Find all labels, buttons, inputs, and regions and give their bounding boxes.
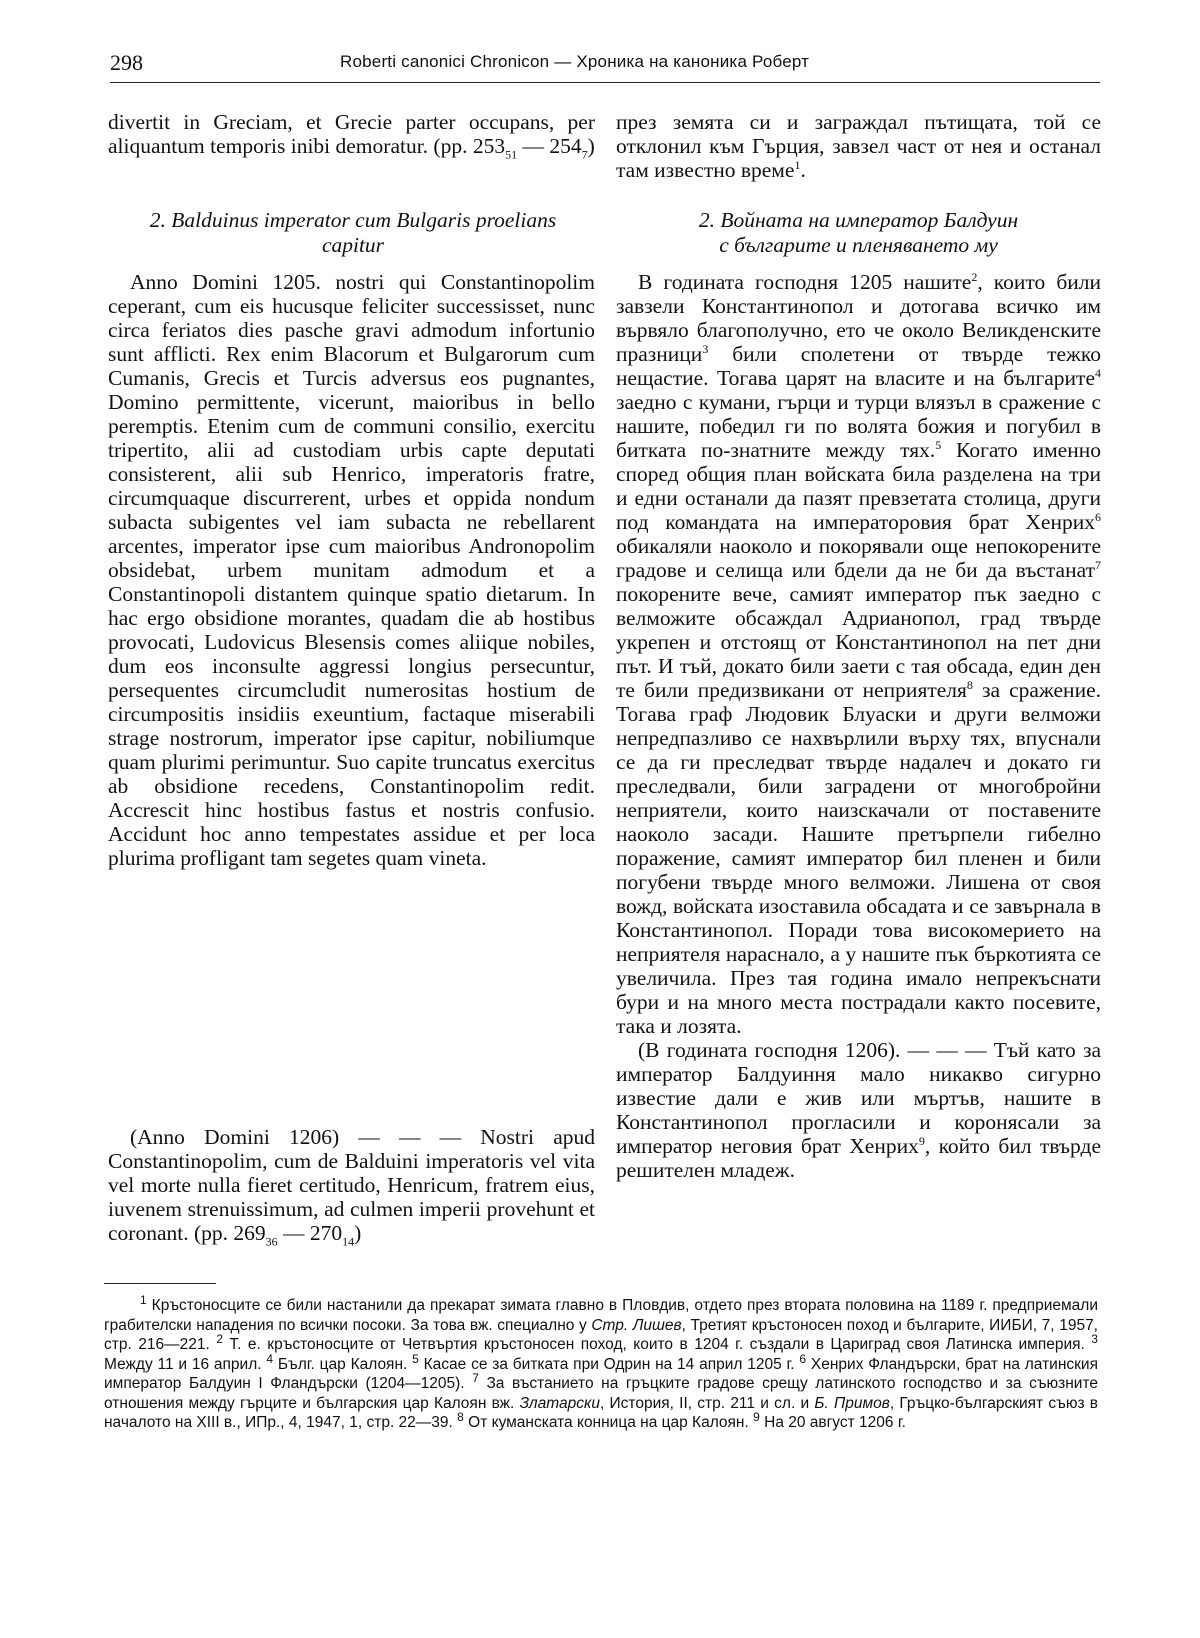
latin-body-1206 (108, 1125, 595, 1249)
text-run: В годината господня 1205 нашите (638, 270, 972, 294)
bulgarian-body (616, 270, 1101, 1182)
ref-close: ) (587, 134, 595, 158)
heading-line: с българите и пленяването му (719, 233, 998, 257)
latin-body-paragraph: Anno Domini 1205. nostri qui Constantinopolim ceperant, cum eis hucusque feliciter successisset, nunc circa feriatos dies pasche gravi admodum infortunio sunt afflicti. Rex enim Blacorum et Bulgarorum cum Cumanis, Grecis et Turcis adversus eos pugnantes, Domino permittente, vicerunt, maioribus in bello peremptis. Etenim cum de communi consilio, exercitu tripertito, alii ad custodiam urbis capte deputati consisterent, alii sub Henrico, imperatoris fratre, circumquaque discurrerent, urbes et oppida nondum subacta subigentes vel iam subacta ne rebellarent arcentes, imperator ipse cum maioribus Andronopolim obsidebat, urbem munitam admodum et a Constantinopoli distantem quinque spatio dietarum. In hac ergo obsidione morantes, quadam die ab hostibus provocati, Ludovicus Blesensis comes aliique nobiles, dum eos inconsulte aggressi longius persecuntur, persequentes circumcludit numerositas hostium de circumpositis insidiis exeuntium, factaque miserabili strage nostrorum, imperator ipse capitur, nobiliumque quam plurimi perimuntur. Suo capite truncatus exercitus ab obsidione recedens, Constantinopolim redit. Accrescit hinc hostibus fastus et nostris confusio. Accidunt hoc anno tempestates assidue et per loca plurima profligant tam segetes quam vineta. (108, 270, 595, 870)
page-ref: 270 (309, 1221, 343, 1245)
footnote-text: От куманската конница на цар Калоян. (463, 1414, 749, 1431)
footnote-marker: 2 (971, 269, 978, 284)
footnote-text: Касае се за битката при Одрин на 14 април 1205 г. (418, 1355, 795, 1373)
footnote-text: Кръстоносците се били настанили да прекарат зимата главно в Пловдив, отдето през втората половина на 1189 г. предприемали грабителски нападения по всички посоки. За това вж. специално у (104, 1297, 1098, 1334)
footnote-marker: 9 (918, 1133, 925, 1148)
running-title: Roberti canonici Chronicon — Хроника на каноника Роберт (340, 52, 810, 71)
footnotes (104, 1292, 1099, 1433)
text-run: Когато именно според общия план войската била разделена на три и едни останали да пазят превзетата столица, други под командата на императоровия брат Хенрих (616, 438, 1101, 534)
footnote-author: Стр. Лишев (591, 1316, 682, 1334)
text-run: били сполетени от твърде тежко нещастие. Тогава царят на власите и на българите (616, 342, 1101, 390)
latin-intro (108, 110, 595, 162)
footnote-number: 5 (412, 1351, 419, 1366)
latin-intro-text: divertit in Greciam, et Grecie parter occupans, per aliquantum temporis inibi demoratur. (pp. (108, 110, 595, 158)
footnote-marker: 4 (1095, 365, 1101, 380)
bulgarian-intro-text: през земята си и заграждал пътищата, той се отклонил към Гърция, завзел част от нея и останал там известно време (616, 110, 1101, 182)
footnote-text: Между 11 и 16 април. (104, 1355, 262, 1373)
footnote-text: Бълг. цар Калоян. (273, 1355, 408, 1373)
bulgarian-intro (616, 110, 1101, 182)
page-number: 298 (110, 50, 143, 75)
latin-body (108, 270, 595, 870)
footnote-marker: 5 (935, 437, 942, 452)
text-run: заедно с кумани, гърци и турци влязъл в сражение с нашите, победил ги по волята божия и погубил в битката по-знатните между тях. (616, 390, 1101, 462)
line-ref: 14 (342, 1234, 355, 1249)
text-run: (В годината господня 1206). — — — Тъй като за император Балдуиння мало никакво сигурно известие дали е жив или мъртъв, нашите в Константинопол прогласили и коронясали за император неговия брат Хенрих (616, 1038, 1101, 1158)
page-header (110, 48, 1100, 83)
line-ref: 51 (505, 147, 518, 162)
footnote-divider (104, 1283, 216, 1284)
line-ref: 36 (265, 1234, 278, 1249)
footnote-number: 4 (266, 1351, 274, 1366)
footnote-marker: 6 (1095, 509, 1101, 524)
page-ref: 269 (233, 1221, 266, 1245)
footnote-number: 3 (1091, 1331, 1098, 1346)
sentence-end: . (800, 158, 806, 182)
footnote-number: 6 (799, 1351, 807, 1366)
footnote-text: , Третият кръстоносен поход и българите, ИИБИ, 7, 1957, стр. 216—221. (104, 1316, 1098, 1353)
heading-line: 2. Войната на император Балдуин (698, 208, 1019, 232)
footnote-marker: 1 (794, 157, 801, 172)
line-ref: 7 (581, 147, 588, 162)
footnote-number: 1 (140, 1292, 147, 1307)
ref-separator: — (517, 134, 550, 158)
latin-section-heading: 2. Balduinus imperator cum Bulgaris proelians capitur (149, 208, 557, 257)
ref-separator: — (277, 1221, 310, 1245)
text-run: обикаляли наоколо и покорявали още непокорените градове и селища или бдели да не би да въстанат (616, 534, 1101, 582)
page-ref: 253 (472, 134, 506, 158)
text-run: , които били завзели Константинопол и дотогава всичко им вървяло благополучно, ето че около Великденските празници (616, 270, 1102, 366)
text-run: , който бил твърде решителен младеж. (616, 1134, 1101, 1182)
footnote-text: , История, II, стр. 211 и сл. и (599, 1394, 815, 1412)
footnote-text: За въстанието на гръцките градове срещу латинското господство и за съюзните отношения между гърците и българския цар Калоян вж. (104, 1375, 1098, 1412)
footnote-author: Б. Примов (814, 1394, 890, 1412)
footnote-marker: 3 (702, 341, 709, 356)
bulgarian-section-heading (616, 208, 1101, 258)
text-run: покорените вече, самият император пък заедно с велможите обсаждал Адрианопол, град твърде укрепен и отстоящ от Константинопол на пет дни път. И тъй, докато били заети с тая обсада, един ден те били предизвикани от неприятеля (616, 582, 1101, 702)
footnote-author: Златарски (519, 1394, 600, 1412)
page-ref: 254 (549, 134, 582, 158)
latin-1206-text: (Anno Domini 1206) — — — Nostri apud Constantinopolim, cum de Balduini imperatoris vel vita vel morte nulla fieret certitudo, Henricum, fratrem eius, iuvenem strenuissimum, ad culmen imperii provehunt et coronant. (pp. (108, 1125, 595, 1245)
footnote-text: На 20 август 1206 г. (759, 1414, 906, 1431)
footnote-text: , Гръцко-българският съюз в началото на XIII в., ИПр., 4, 1947, 1, стр. 22—39. (104, 1394, 1099, 1431)
footnote-number: 7 (472, 1370, 479, 1385)
footnote-text: Хенрих Фландърски, брат на латинския император Балдуин I Фландърски (1204—1205). (104, 1355, 1098, 1392)
footnote-number: 9 (753, 1409, 760, 1424)
footnote-number: 2 (216, 1331, 223, 1346)
text-run: за сражение. Тогава граф Людовик Блуаски и други велможи непредпазливо се нахвърлили върху тях, впуснали се да ги преследват твърде надалеч и докато ги преследвали, били заградени от многобройни неприятели, които наизскачали от поставените наоколо засади. Нашите претърпели гибелно поражение, самият император бил пленен и били погубени твърде много велможи. Лишена от своя вожд, войската изоставила обсадата и се завърнала в Константинопол. Поради това високомерието на неприятеля нараснало, а у нашите пък бъркотията се увеличила. През тая година имало непрекъснати бури и на много места пострадали както посевите, така и лозята. (616, 678, 1101, 1038)
footnote-marker: 7 (1095, 557, 1101, 572)
footnote-marker: 8 (966, 677, 973, 692)
footnote-number: 8 (457, 1409, 464, 1424)
ref-close: ) (354, 1221, 362, 1245)
footnote-text: Т. е. кръстоносците от Четвъртия кръстоносен поход, които в 1204 г. създали в Цариград своя Латинска империя. (222, 1336, 1085, 1353)
